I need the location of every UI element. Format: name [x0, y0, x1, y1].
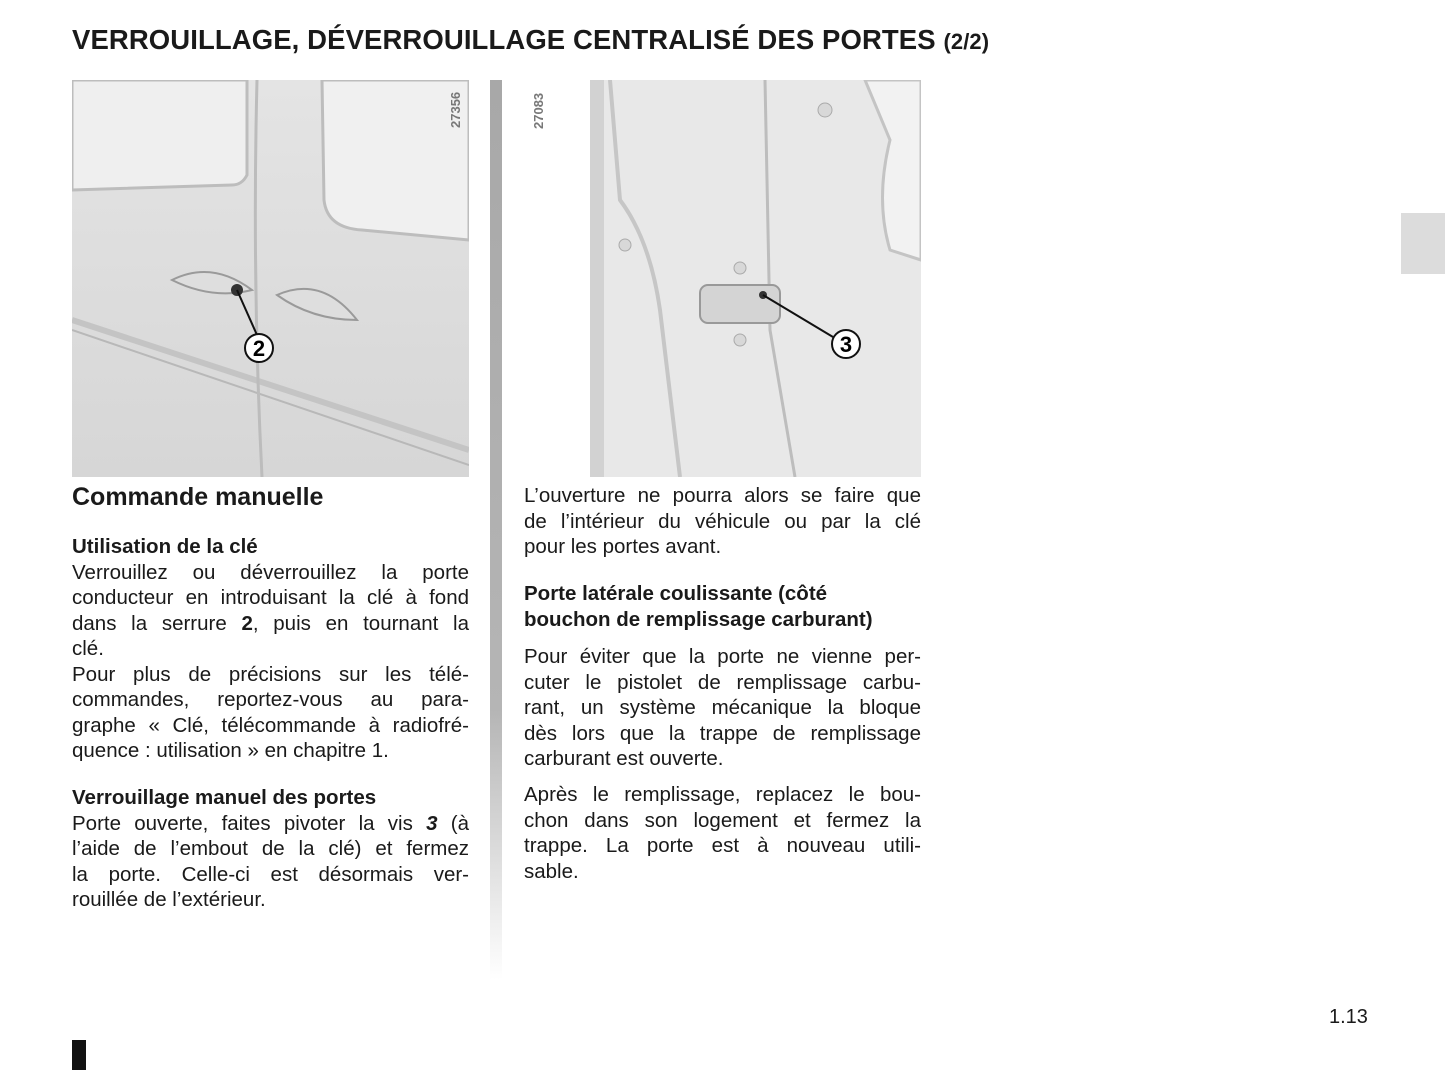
callout-2: 2: [252, 336, 266, 361]
text-line: sable.: [524, 859, 579, 883]
text-line: trappe. La porte est à nouveau utili-: [524, 834, 921, 857]
text-line: cuter le pistolet de remplissage carbu-: [524, 670, 921, 694]
figure-door-handle: [72, 80, 469, 477]
print-mark: [72, 1040, 86, 1070]
text-part: Porte ouverte, faites pivoter la vis: [72, 811, 427, 835]
text-part: , puis en tournant la: [252, 611, 469, 635]
text-line: graphe « Clé, télécommande à radiofré-: [72, 713, 469, 737]
text-line: clé.: [72, 637, 104, 660]
text-line: L’ouverture ne pourra alors se faire que: [524, 484, 921, 507]
text-line: conducteur en introduisant la clé à fond: [72, 586, 469, 609]
door-handle-illustration: [72, 80, 469, 477]
page-title: [72, 24, 989, 56]
paragraph-after-refuel: [524, 782, 921, 884]
text-line: de l’intérieur du véhicule ou par la clé: [524, 509, 921, 533]
text-line: Pour éviter que la porte ne vienne per-: [524, 645, 921, 668]
figure-door-lock: [590, 80, 921, 477]
paragraph-sliding-door: [524, 644, 921, 772]
section-manual-locking: [72, 785, 469, 913]
text-line: dès lors que la trappe de remplissage: [524, 721, 921, 745]
text-line: la porte. Celle-ci est désormais ver-: [72, 862, 469, 886]
intro-paragraph: [524, 483, 921, 560]
page-number: 1.13: [1329, 1006, 1368, 1028]
text-line: [72, 611, 469, 637]
text-line: l’aide de l’embout de la clé) et fermez: [72, 837, 469, 860]
text-line: Pour plus de précisions sur les télé-: [72, 662, 469, 686]
section-title: Commande manuelle: [72, 483, 324, 511]
text-line: Après le remplissage, replacez le bou-: [524, 783, 921, 806]
subheading-key-usage: Utilisation de la clé: [72, 535, 258, 558]
text-line: rant, un système mécanique la bloque: [524, 696, 921, 719]
ref-number-2: 2: [241, 611, 253, 635]
text-line: pour les portes avant.: [524, 535, 722, 558]
text-line: [72, 811, 469, 837]
figure-ref-27356: 27356: [448, 91, 463, 128]
text-line: bouchon de remplissage carburant): [524, 607, 873, 631]
text-line: rouillée de l’extérieur.: [72, 888, 266, 911]
ref-number-3: 3: [426, 811, 438, 835]
text-line: Verrouillez ou déverrouillez la porte: [72, 560, 469, 584]
title-page-part: (2/2): [943, 29, 990, 54]
text-line: chon dans son logement et fermez la: [524, 808, 921, 832]
text-line: quence : utilisation » en chapitre 1.: [72, 739, 389, 762]
callout-3: 3: [839, 332, 853, 357]
figure-ref-27083: 27083: [531, 92, 546, 129]
text-part: dans la serrure: [72, 611, 242, 635]
text-part: (à: [437, 811, 469, 835]
column-divider: [490, 80, 502, 980]
chapter-tab: [1401, 213, 1445, 274]
text-line: Porte latérale coulissante (côté: [524, 582, 828, 605]
door-lock-illustration: [590, 80, 921, 477]
text-line: commandes, reportez-vous au para-: [72, 688, 469, 711]
title-text: VERROUILLAGE, DÉVERROUILLAGE CENTRALISÉ DES PORTES: [72, 24, 936, 55]
text-line: carburant est ouverte.: [524, 747, 724, 770]
subheading-sliding-door: [524, 581, 921, 632]
section-key-usage: [72, 534, 469, 764]
subheading-manual-locking: Verrouillage manuel des portes: [72, 786, 377, 809]
